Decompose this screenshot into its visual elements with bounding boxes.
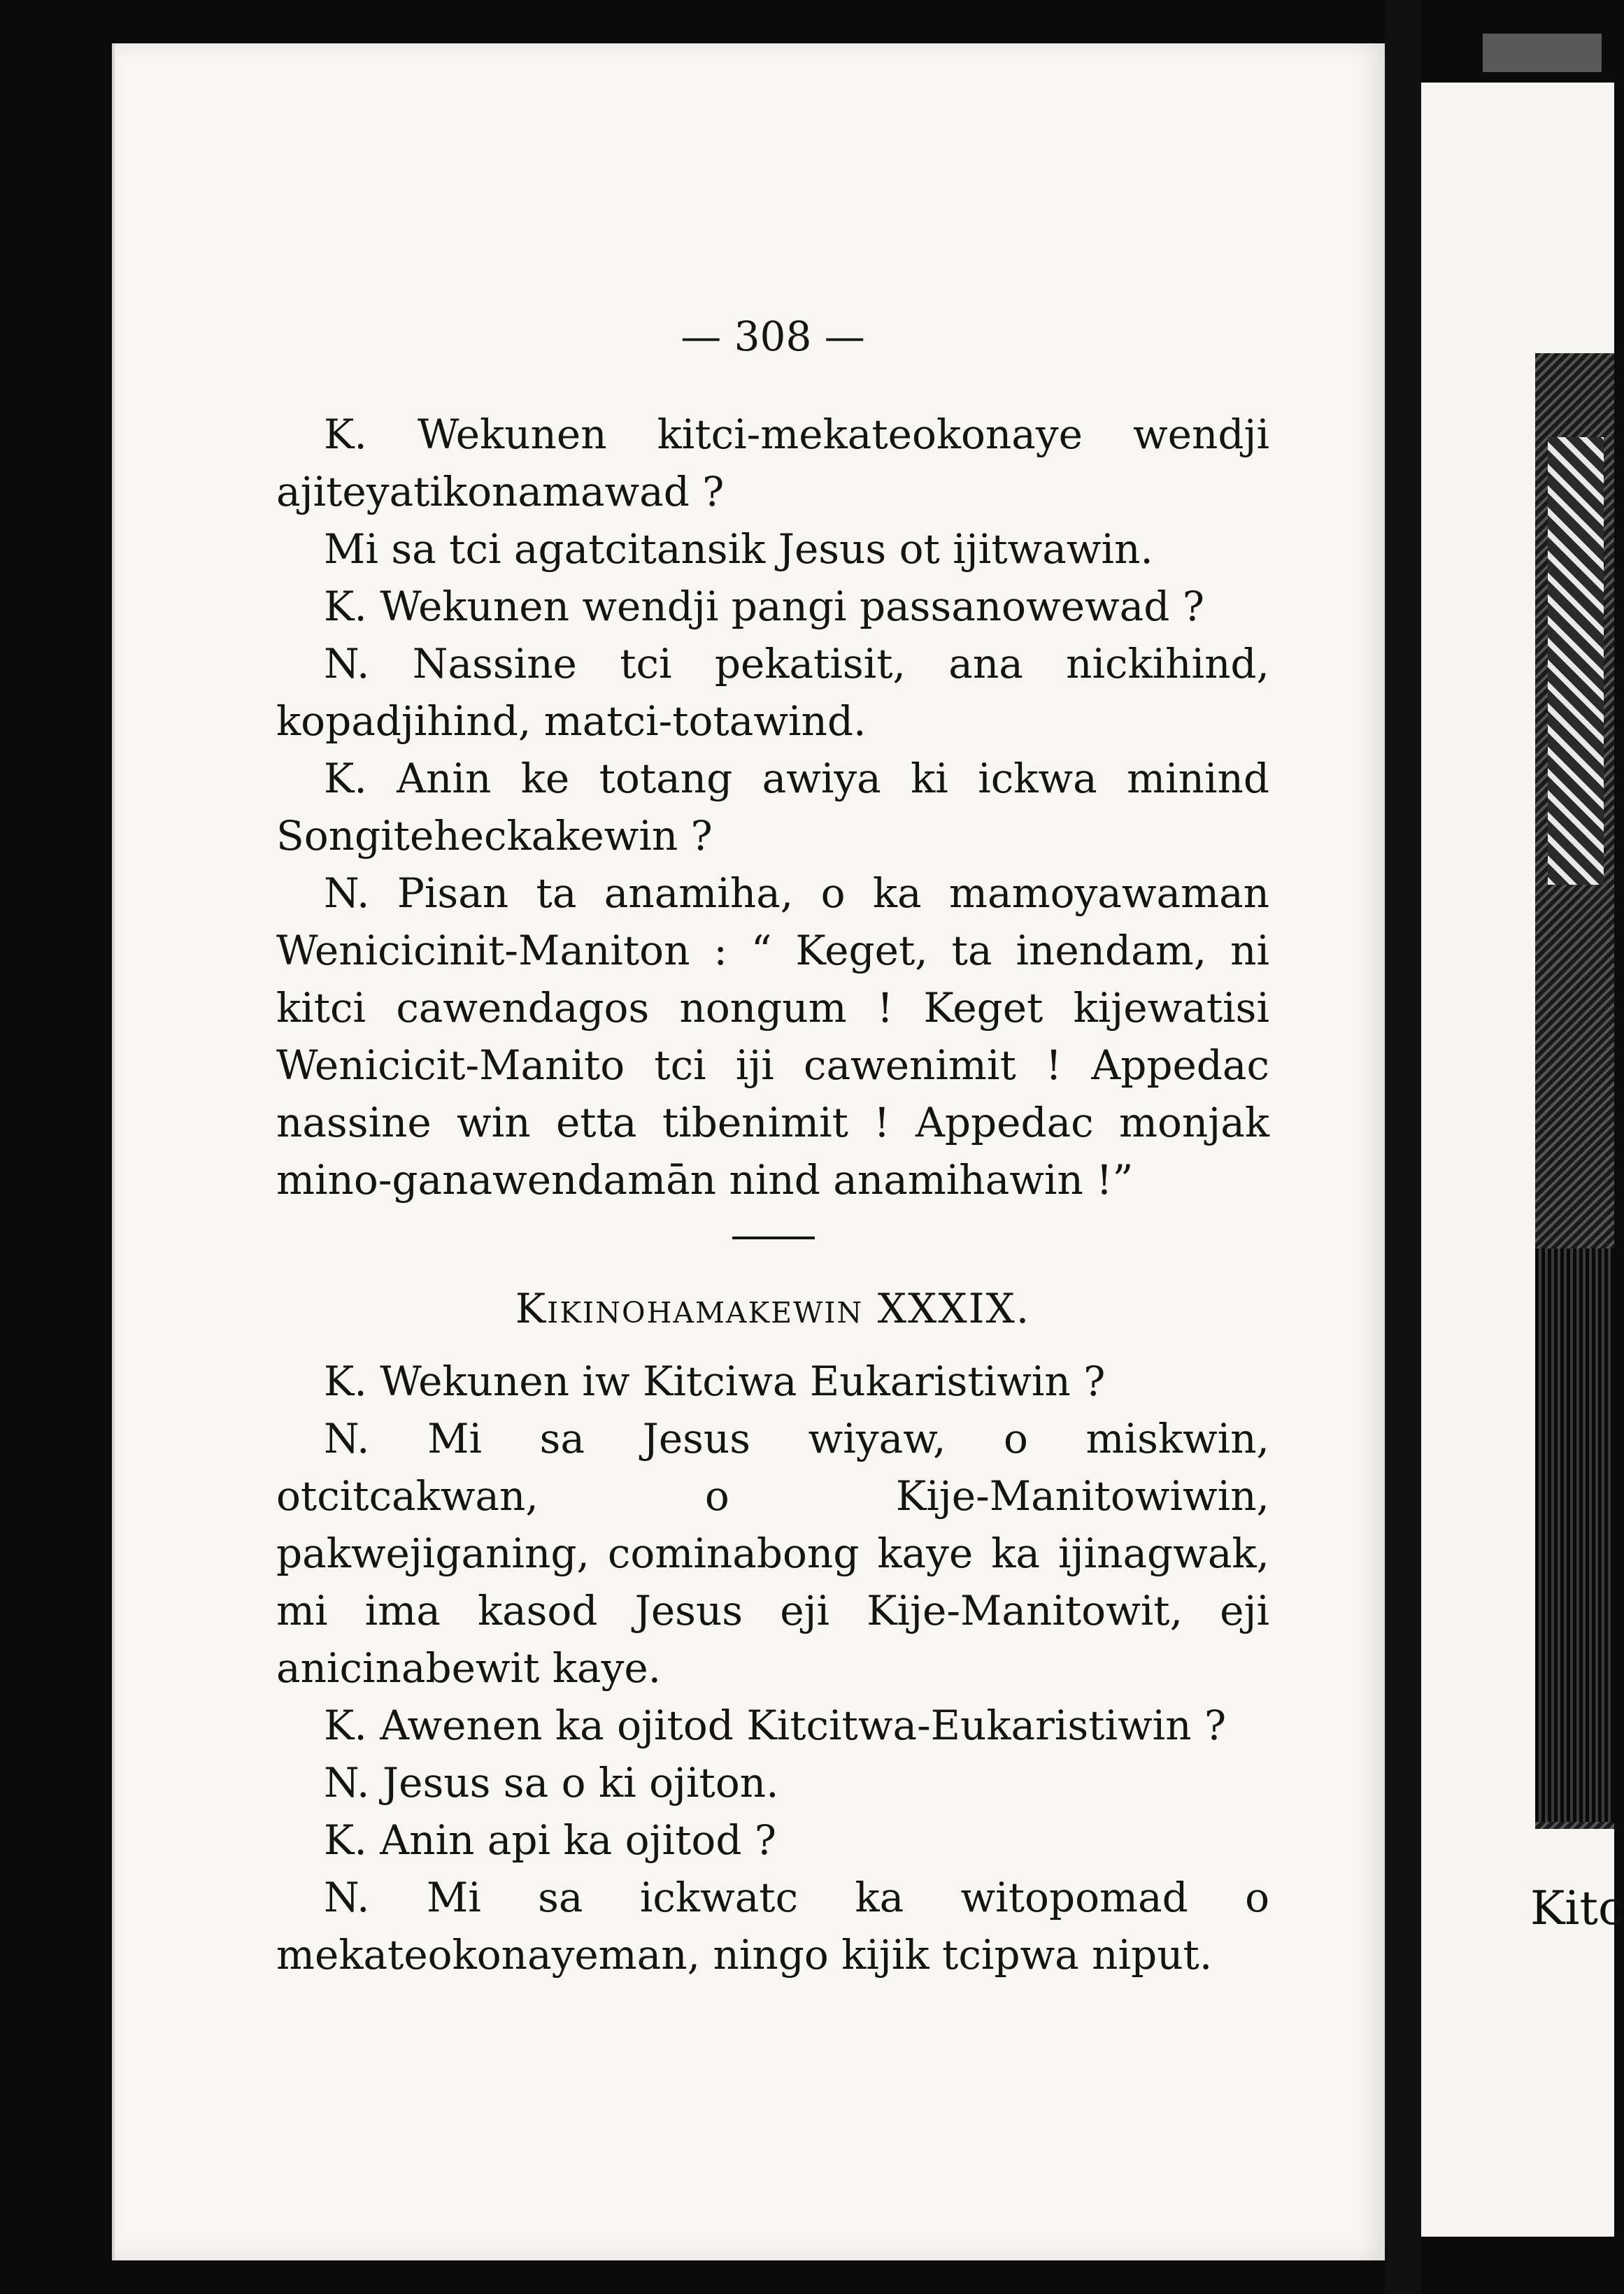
book-gutter xyxy=(1385,0,1421,2294)
page-edge-strip xyxy=(1483,34,1602,72)
text-line: K. Wekunen iw Kitciwa Eukaristiwin ? xyxy=(324,1358,1106,1405)
text-line: N. Mi sa Jesus wiyaw, o miskwin, otcitcakwan, o Kije-Manitowiwin, pakwejiganing, cominabong kaye ka ijinagwak, mi ima kasod Jesus eji Kije-Manitowit, eji anicinabewit kaye. xyxy=(276,1415,1269,1692)
text-line: K. Anin api ka ojitod ? xyxy=(324,1816,776,1864)
text-line: N. Mi sa ickwatc ka witopomad o mekateokonayeman, ningo kijik tcipwa niput. xyxy=(276,1874,1269,1979)
text-line: K. Awenen ka ojitod Kitcitwa-Eukaristiwin ? xyxy=(324,1702,1227,1749)
page-entries xyxy=(276,406,1269,1983)
section-divider xyxy=(276,1209,1269,1266)
right-page-caption: Kitc xyxy=(1530,1881,1624,1935)
section-heading: Kikinohamakewin XXXIX. xyxy=(515,1285,1031,1332)
text-line: N. Pisan ta anamiha, o ka mamoyawaman Wenicicinit-Maniton : “ Keget, ta inendam, ni kitci cawendagos nongum ! Keget kijewatisi Wenicicit-Manito tci iji cawenimit ! Appedac nassine win etta tibenimit ! Appedac monjak mino-ganawendamān nind anamihawin !” xyxy=(276,869,1269,1204)
engraving-illustration xyxy=(1535,353,1614,1829)
text-line: K. Wekunen wendji pangi passanowewad ? xyxy=(324,583,1204,630)
text-line: K. Wekunen kitci-mekateokonaye wendji ajiteyatikonamawad ? xyxy=(276,411,1269,515)
text-line: N. Nassine tci pekatisit, ana nickihind, kopadjihind, matci-totawind. xyxy=(276,640,1269,745)
text-line: K. Anin ke totang awiya ki ickwa minind Songiteheckakewin ? xyxy=(276,755,1269,860)
text-line: N. Jesus sa o ki ojiton. xyxy=(324,1759,779,1807)
page-number: — 308 — xyxy=(681,313,865,360)
text-line: Mi sa tci agatcitansik Jesus ot ijitwawin. xyxy=(324,525,1153,573)
